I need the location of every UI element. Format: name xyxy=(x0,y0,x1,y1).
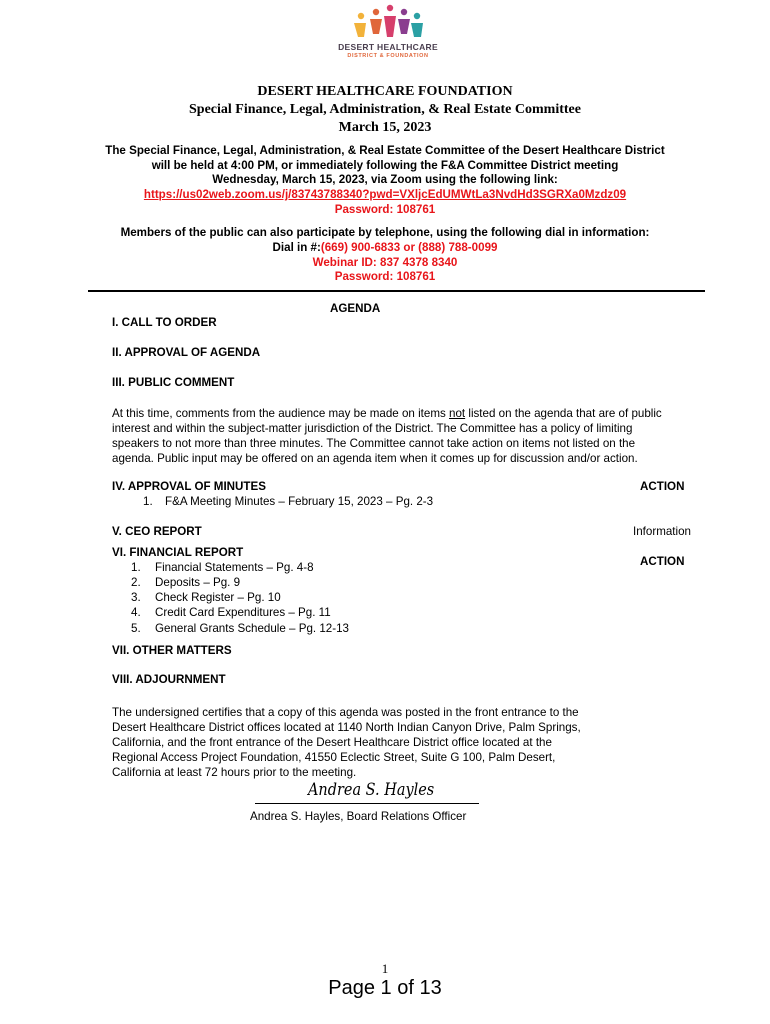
public-comment-line2: interest and within the subject-matter jurisdiction of the District. The Committee has a policy of limiting xyxy=(112,422,633,435)
certification-line3: California, and the front entrance of the Desert Healthcare District office located at the xyxy=(112,736,552,749)
dial-in-label: Dial in #: xyxy=(272,241,321,254)
certification-line5: California at least 72 hours prior to the meeting. xyxy=(112,766,357,779)
certification-line1: The undersigned certifies that a copy of this agenda was posted in the front entrance to the xyxy=(112,706,579,719)
ceo-report-label: Information xyxy=(633,525,691,538)
financial-action-label: ACTION xyxy=(640,555,685,568)
section-adjournment: VIII. ADJOURNMENT xyxy=(112,673,226,686)
section-other-matters: VII. OTHER MATTERS xyxy=(112,644,232,657)
certification-text xyxy=(112,705,632,780)
public-comment-line3: speakers to not more than three minutes. The Committee cannot take action on items not listed on the xyxy=(112,437,636,450)
signer-name: Andrea S. Hayles, Board Relations Officer xyxy=(250,810,467,823)
list-item: 2. Deposits – Pg. 9 xyxy=(131,576,241,589)
phone-info-line: Members of the public can also participate by telephone, using the following dial in information: xyxy=(120,226,650,239)
phone-password: Password: 108761 xyxy=(334,270,436,283)
minutes-action-label: ACTION xyxy=(640,480,685,493)
webinar-id: Webinar ID: 837 4378 8340 xyxy=(312,256,458,269)
public-comment-text xyxy=(112,406,702,466)
zoom-password: Password: 108761 xyxy=(334,203,436,216)
dial-in-numbers: (669) 900-6833 or (888) 788-0099 xyxy=(320,241,498,254)
intro-line3: Wednesday, March 15, 2023, via Zoom using the following link: xyxy=(212,173,558,186)
section-financial-report: VI. FINANCIAL REPORT xyxy=(112,546,244,559)
list-item: 3. Check Register – Pg. 10 xyxy=(131,591,281,604)
logo-figures-icon xyxy=(318,4,458,42)
list-item: 1. F&A Meeting Minutes – February 15, 2023 – Pg. 2-3 xyxy=(143,495,434,508)
page-of-total: Page 1 of 13 xyxy=(328,977,442,999)
meeting-date: March 15, 2023 xyxy=(338,120,432,135)
section-public-comment: III. PUBLIC COMMENT xyxy=(112,376,235,389)
certification-line4: Regional Access Project Foundation, 41550 Eclectic Street, Suite G 100, Palm Desert, xyxy=(112,751,556,764)
logo-line1: DESERT HEALTHCARE xyxy=(338,42,438,52)
intro-line2: will be held at 4:00 PM, or immediately following the F&A Committee District meeting xyxy=(151,159,619,172)
agenda-title: AGENDA xyxy=(330,302,381,315)
list-item: 5. General Grants Schedule – Pg. 12-13 xyxy=(131,622,349,635)
committee-title: Special Finance, Legal, Administration, & Real Estate Committee xyxy=(189,102,581,117)
public-comment-line1: At this time, comments from the audience may be made on items not listed on the agenda that are of public xyxy=(112,407,662,420)
public-comment-line4: agenda. Public input may be offered on an agenda item when it comes up for discussion and/or action. xyxy=(112,452,638,465)
section-ceo-report: V. CEO REPORT xyxy=(112,525,202,538)
section-approval-of-minutes: IV. APPROVAL OF MINUTES xyxy=(112,480,266,493)
divider-rule xyxy=(88,290,705,292)
zoom-link[interactable]: https://us02web.zoom.us/j/83743788340?pwd=VXljcEdUMWtLa3NvdHd3SGRXa0Mzdz09 xyxy=(143,188,627,201)
list-item: 4. Credit Card Expenditures – Pg. 11 xyxy=(131,606,331,619)
intro-line1: The Special Finance, Legal, Administration, & Real Estate Committee of the Desert Healthcare District xyxy=(105,144,665,157)
page-number: 1 xyxy=(381,961,389,976)
list-item: 1. Financial Statements – Pg. 4-8 xyxy=(131,561,314,574)
district-logo xyxy=(318,4,458,64)
dial-in-row xyxy=(0,241,770,254)
logo-line2: DISTRICT & FOUNDATION xyxy=(347,53,429,59)
section-approval-of-agenda: II. APPROVAL OF AGENDA xyxy=(112,346,261,359)
zoom-link-row xyxy=(0,188,770,201)
signature: Andrea S. Hayles xyxy=(308,780,435,800)
section-call-to-order: I. CALL TO ORDER xyxy=(112,316,217,329)
certification-line2: Desert Healthcare District offices located at 1140 North Indian Canyon Drive, Palm Springs, xyxy=(112,721,581,734)
signature-line xyxy=(255,803,479,804)
org-title: DESERT HEALTHCARE FOUNDATION xyxy=(257,84,513,99)
